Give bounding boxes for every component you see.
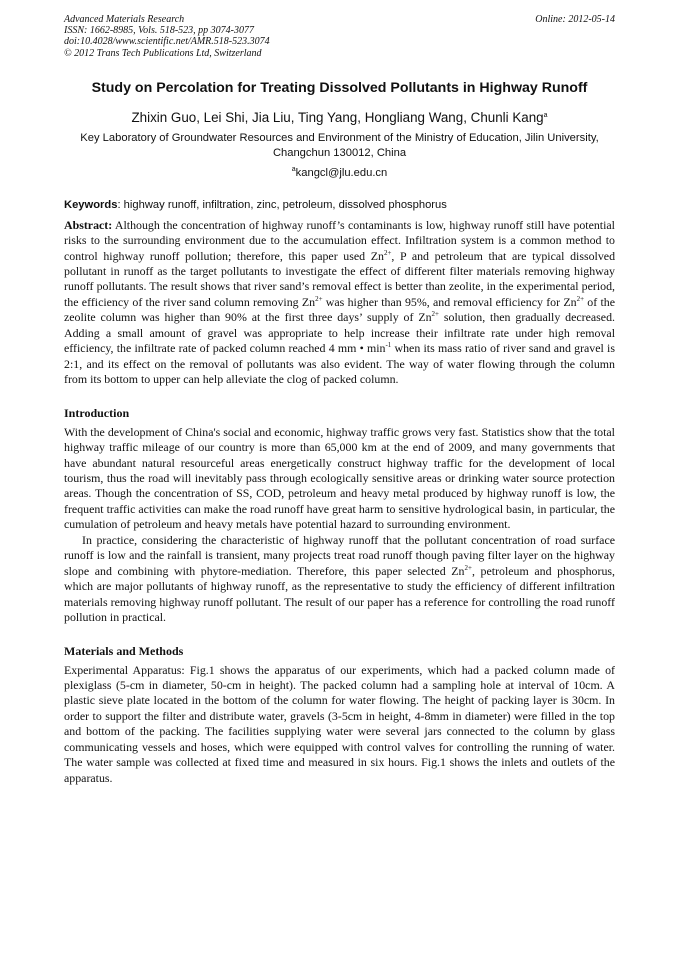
abstract-label: Abstract: [64,217,113,232]
abstract [64,218,615,388]
abstract-sup-2: 2+ [315,294,323,303]
authors-superscript: a [543,111,548,119]
journal-header [64,14,615,59]
abstract-text-6: when its mass ratio of river sand and gravel is 2:1, and its effect on the removal of pollutants was also evident. The way of water flowing through the column from its bottom to upper can help alleviate the clog of packed column. [64,341,615,387]
intro-p2-text-b: , petroleum and phosphorus, which are major pollutants of highway runoff, as the representative to study the efficiency of different infiltration materials removing highway runoff pollutant. The result of our paper has a reference for controlling the road runoff pollution in practical. [64,563,615,625]
methods-heading: Materials and Methods [64,643,184,658]
online-date: Online: 2012-05-14 [535,14,615,25]
email-superscript: a [291,165,296,173]
abstract-sup-1: 2+ [383,248,392,257]
abstract-sup-3: 2+ [576,294,585,303]
abstract-text-4: of the zeolite column was higher than 90% at the first three days’ supply of Zn [64,294,615,325]
intro-p2-text-a: In practice, considering the characteristic of highway runoff that the pollutant concentration of road surface runoff is low and the rainfall is transient, many projects treat road runoff though paving filter layer on the highway slope and combining with phytore-mediation. Therefore, this paper selected Zn [64,532,615,578]
journal-name: Advanced Materials Research [64,14,185,25]
methods-paragraph-1: Experimental Apparatus: Fig.1 shows the apparatus of our experiments, which had a packed column made of plexiglass (5-cm in diameter, 50-cm in height). The packed column had a sampling hole at interval of 10cm. A plastic sieve plate located in the bottom of the column for water flowing. The height of packing layer is 30cm. In order to support the filter and distribute water, gravels (3-5cm in height, 4-8mm in diameter) were filled in the top and bottom of the packing. The facilities supplying water were several jars connected to the column by glass communicating vessels and hoses, which were equipped with control valves for controlling the running of water. The water sample was collected at fixed time and measured in six hours. Fig.1 shows the inlets and outlets of the apparatus. [64,662,615,785]
abstract-sup-4: 2+ [431,310,439,319]
introduction-heading: Introduction [64,405,130,420]
author-list [64,110,615,126]
abstract-text-5: solution, then gradually decreased. Adding a small amount of gravel was appropriate to help increase their infiltrate rate under high removal efficiency, the infiltrate rate of packed column reached 4 mm • min [64,310,615,356]
keywords-label: Keywords [64,198,118,211]
abstract-text-3: was higher than 95%, and removal efficiency for Zn [322,294,577,309]
keywords-text: : highway runoff, infiltration, zinc, petroleum, dissolved phosphorus [117,198,447,211]
affiliation: Key Laboratory of Groundwater Resources and Environment of the Ministry of Education, Jilin University, Changchun 130012, China [80,131,599,160]
copyright-line: © 2012 Trans Tech Publications Ltd, Switzerland [64,47,262,59]
paper-page [64,14,615,786]
author-email [64,166,615,181]
introduction-paragraph-1: With the development of China's social and economic, highway traffic grows very fast. Statistics show that the total highway traffic mileage of our country is more than 65,000 km at the end of 2009, and many governments that have abundant natural resourceful areas energetically construct highway traffic for the development of local tourism, thus the road will inevitably pass through ecologically sensitive areas or drinking water source protection areas. Though the concentration of SS, COD, petroleum and heavy metal produced by highway runoff is low, the frequent traffic activities can make the road runoff have great harm to sensitive hydrological basin, in particular, the cumulation of petroleum and heavy metals have potential hazard to surrounding environment. [64,424,615,532]
authors-text: Zhixin Guo, Lei Shi, Jia Liu, Ting Yang, Hongliang Wang, Chunli Kang [131,109,544,125]
intro-p2-sup: 2+ [464,563,472,572]
doi-line: doi:10.4028/www.scientific.net/AMR.518-523.3074 [64,36,270,48]
introduction-paragraph-2 [64,533,615,626]
keywords [64,198,615,213]
abstract-text-2: , P and petroleum that are typical dissolved pollutant in runoff as the target pollutants to investigate the effect of different filter materials removing highway runoff pollutants. The result shows that river sand’s removal effect is better than zeolite, in the experimental period, the efficiency of the river sand column removing Zn [64,248,616,309]
email-text: kangcl@jlu.edu.cn [295,166,388,179]
paper-title: Study on Percolation for Treating Dissolved Pollutants in Highway Runoff [91,79,588,96]
abstract-sup-5: -1 [385,341,392,350]
abstract-text-1: Although the concentration of highway runoff’s contaminants is low, highway runoff still have potential risks to the surrounding environment due to the accumulation effect. Infiltration system is a common method to control highway runoff pollution; therefore, this paper used Zn [64,217,615,263]
issn-line: ISSN: 1662-8985, Vols. 518-523, pp 3074-3077 [64,25,254,37]
